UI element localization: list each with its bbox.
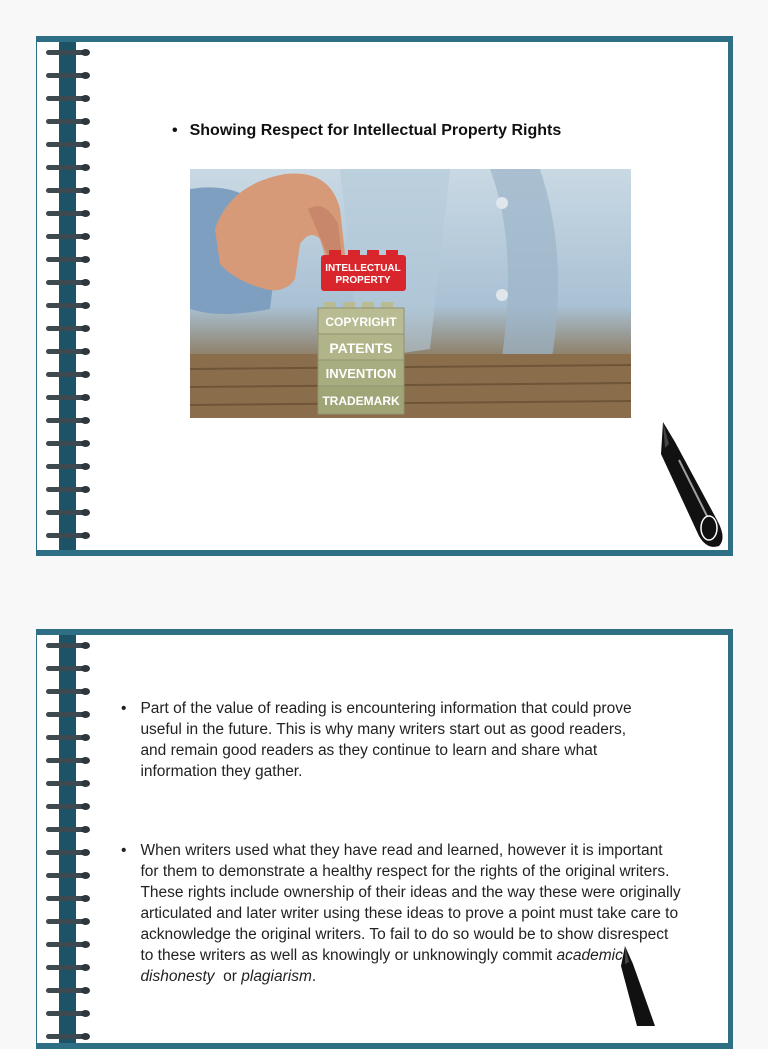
binding-ring-icon xyxy=(46,896,88,901)
title-bullet: • xyxy=(172,122,178,139)
intellectual-property-photo xyxy=(190,169,631,418)
binding-ring-icon xyxy=(46,487,88,492)
term-plagiarism: plagiarism xyxy=(241,968,312,985)
binding-ring-icon xyxy=(46,211,88,216)
binding-ring-icon xyxy=(46,464,88,469)
binding-ring-icon xyxy=(46,942,88,947)
paragraph-bullet: • xyxy=(121,700,127,717)
svg-text:COPYRIGHT: COPYRIGHT xyxy=(325,315,397,329)
slide-title xyxy=(172,122,561,140)
paragraph-reading-value xyxy=(121,698,641,782)
binding-ring-icon xyxy=(46,280,88,285)
svg-text:TRADEMARK: TRADEMARK xyxy=(322,394,400,408)
binding-ring-icon xyxy=(46,735,88,740)
binding-ring-icon xyxy=(46,257,88,262)
svg-text:PROPERTY: PROPERTY xyxy=(335,275,391,286)
binding-ring-icon xyxy=(46,1034,88,1039)
binding-ring-icon xyxy=(46,873,88,878)
svg-text:INTELLECTUAL: INTELLECTUAL xyxy=(325,263,401,274)
binding-ring-icon xyxy=(46,349,88,354)
binding-ring-icon xyxy=(46,96,88,101)
term-academic-dishonesty: academic dishonesty xyxy=(140,947,623,985)
binding-ring-icon xyxy=(46,1011,88,1016)
text-before: When writers used what they have read and learned, however it is important for them to demonstrate a healthy respect for the rights of the original writers. These rights include ownership of their ideas and the way these were originally articulated and later writer using these ideas to prove a point must take care to acknowledge the original writers. To fail to do so would be to show disrespect to these writers as well as knowingly or unknowingly commit xyxy=(140,842,681,964)
binding-ring-icon xyxy=(46,643,88,648)
binding-ring-icon xyxy=(46,326,88,331)
block-intellectual-property xyxy=(321,250,406,291)
binding-ring-icon xyxy=(46,533,88,538)
binding-ring-icon xyxy=(46,372,88,377)
binding-ring-icon xyxy=(46,758,88,763)
spiral-binding-icon xyxy=(37,42,97,550)
binding-ring-icon xyxy=(46,50,88,55)
svg-text:INVENTION: INVENTION xyxy=(325,366,397,381)
binding-ring-icon xyxy=(46,781,88,786)
binding-ring-icon xyxy=(46,188,88,193)
fountain-pen-icon xyxy=(657,420,727,550)
spiral-binding-icon xyxy=(37,635,97,1043)
spine-bar xyxy=(59,635,76,1043)
binding-ring-icon xyxy=(46,119,88,124)
binding-ring-icon xyxy=(46,441,88,446)
title-text: Showing Respect for Intellectual Property Rights xyxy=(189,122,562,139)
binding-ring-icon xyxy=(46,988,88,993)
binding-ring-icon xyxy=(46,712,88,717)
block-stack xyxy=(318,302,404,414)
binding-ring-icon xyxy=(46,689,88,694)
binding-ring-icon xyxy=(46,850,88,855)
binding-ring-icon xyxy=(46,395,88,400)
binding-ring-icon xyxy=(46,827,88,832)
binding-ring-icon xyxy=(46,303,88,308)
binding-ring-icon xyxy=(46,666,88,671)
slide-1 xyxy=(36,36,733,556)
binding-ring-icon xyxy=(46,234,88,239)
photo-illustration xyxy=(190,169,631,418)
binding-ring-icon xyxy=(46,165,88,170)
binding-ring-icon xyxy=(46,510,88,515)
binding-ring-icon xyxy=(46,73,88,78)
fountain-pen-icon xyxy=(585,946,655,1026)
binding-ring-icon xyxy=(46,965,88,970)
binding-ring-icon xyxy=(46,142,88,147)
svg-text:PATENTS: PATENTS xyxy=(329,340,393,356)
paragraph-text: Part of the value of reading is encountering information that could prove useful in the future. This is why many writers start out as good readers, and remain good readers as they continue to learn and share what information they gather. xyxy=(140,700,632,780)
binding-ring-icon xyxy=(46,418,88,423)
binding-ring-icon xyxy=(46,804,88,809)
binding-ring-icon xyxy=(46,919,88,924)
paragraph-bullet: • xyxy=(121,842,127,859)
text-after: . xyxy=(311,968,317,985)
text-middle: or xyxy=(214,968,242,985)
